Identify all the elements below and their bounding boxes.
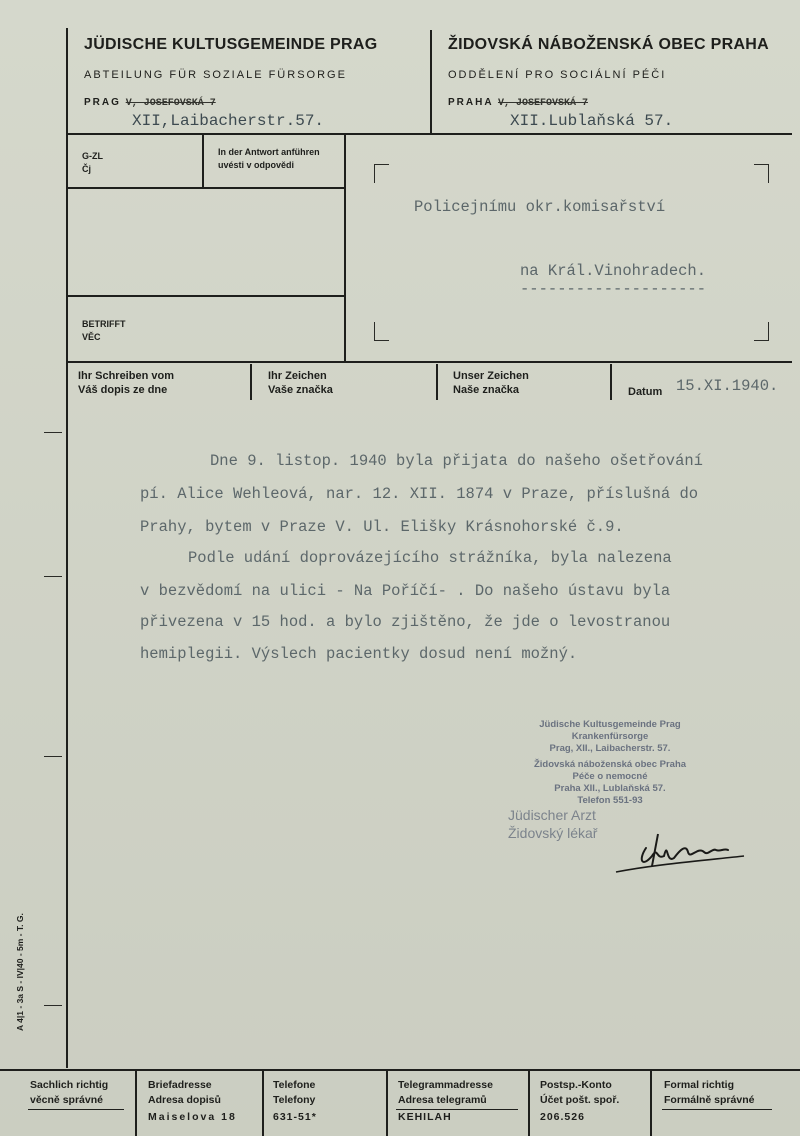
konto-cz: Účet pošt. spoř. [540,1094,620,1106]
footer-telefone [273,1078,317,1125]
stamp-line-2: Krankenfürsorge [571,731,649,742]
footer-div-5 [650,1070,652,1136]
footer-div-4 [528,1070,530,1136]
fold-tick-3 [44,756,62,757]
city-cz: PRAHA [448,97,494,108]
sachlich-rule [28,1109,124,1110]
body-line-1: Dne 9. listop. 1940 byla přijata do našeho ošetřování [210,452,703,470]
arzt-cz: Židovský lékař [508,825,598,841]
body-line-3: Prahy, bytem v Praze V. Ul. Elišky Krásnohorské č.9. [140,518,624,536]
body-line-7: hemiplegii. Výslech pacientky dosud není možný. [140,645,578,663]
city-de: PRAG [84,97,121,108]
new-address-cz: XII.Lublaňská 57. [510,112,674,130]
body-line-4: Podle udání doprovázejícího strážníka, byla nalezena [188,549,672,567]
tel-value: 631-51* [273,1111,317,1123]
cj-text: Čj [82,164,91,174]
footer-top-rule [0,1069,800,1071]
footer-div-2 [262,1070,264,1136]
footer-konto [540,1078,619,1125]
department-de: ABTEILUNG FÜR SOZIALE FÜRSORGE [84,69,347,81]
unser-zeichen-cz: Naše značka [453,384,520,396]
sachlich-de: Sachlich richtig [30,1079,109,1091]
footer-sachlich [30,1078,108,1108]
brief-value: Maiselova 18 [148,1111,237,1123]
brief-cz: Adresa dopisů [148,1094,221,1106]
signature [608,820,758,880]
datum-label: Datum [628,386,663,398]
unser-zeichen-de: Unser Zeichen [453,370,529,382]
ihr-schreiben-de: Ihr Schreiben vom [78,370,174,382]
konto-value: 206.526 [540,1111,585,1123]
tg-cz: Adresa telegramů [398,1094,487,1106]
ref-divider-3 [610,364,612,400]
antwort-de-text: In der Antwort anführen [218,147,320,157]
window-corner-br [754,322,769,341]
tg-de: Telegrammadresse [398,1079,493,1091]
org-name-de: JÜDISCHE KULTUSGEMEINDE PRAG [84,36,378,53]
header-bottom-rule [66,133,792,135]
recipient-line-1: Policejnímu okr.komisařství [414,198,666,216]
stamp-line-6: Praha XII., Lublaňská 57. [554,783,666,794]
footer-div-1 [135,1070,137,1136]
stamp-line-4: Židovská náboženská obec Praha [533,759,687,770]
footer-telegramm [398,1078,493,1125]
konto-de: Postsp.-Konto [540,1079,612,1091]
tel-de: Telefone [273,1079,316,1091]
window-corner-bl [374,322,389,341]
address-cz [448,97,588,109]
tg-value: KEHILAH [398,1111,452,1123]
margin-print-code: A 4|1 - 3a S - IV|40 - 5m - T. G. [15,913,25,1031]
header-left-rule [66,28,68,1068]
sachlich-cz: věcně správné [30,1094,103,1106]
stamp-line-7: Telefon 551-93 [577,795,643,806]
formal-rule [662,1109,772,1110]
address-de [84,97,216,109]
box-rule-2 [66,295,344,297]
new-address-de: XII,Laibacherstr.57. [132,112,325,130]
fold-tick-4 [44,1005,62,1006]
box-divider [202,134,204,188]
box-rule-3 [66,361,792,363]
antwort-label [218,146,320,172]
ref-divider-1 [250,364,252,400]
arzt-de: Jüdischer Arzt [508,807,596,823]
ihr-zeichen-label [268,369,333,397]
footer-formal [664,1078,754,1108]
old-address-de: V, JOSEFOVSKÁ 7 [125,98,216,109]
box-right-rule [344,134,346,362]
stamp-line-5: Péče o nemocné [572,771,648,782]
fold-tick-1 [44,432,62,433]
body-line-2: pí. Alice Wehleová, nar. 12. XII. 1874 v Praze, příslušná do [140,485,699,503]
header-center-rule [430,30,432,134]
ihr-zeichen-de: Ihr Zeichen [268,370,327,382]
org-name-cz: ŽIDOVSKÁ NÁBOŽENSKÁ OBEC PRAHA [448,36,770,53]
brief-de: Briefadresse [148,1079,212,1091]
tel-cz: Telefony [273,1094,316,1106]
vec-text: VĚC [82,332,101,342]
footer-div-3 [386,1070,388,1136]
betrifft-label [82,318,126,344]
window-corner-tl [374,164,389,183]
fold-tick-2 [44,576,62,577]
gzl-label [82,150,103,176]
organization-stamp [520,719,700,807]
stamp-line-3: Prag, XII., Laibacherstr. 57. [549,743,671,754]
body-line-6: přivezena v 15 hod. a bylo zjištěno, že jde o levostranou [140,613,671,631]
stamp-line-1: Jüdische Kultusgemeinde Prag [539,719,681,730]
ihr-schreiben-cz: Váš dopis ze dne [78,384,168,396]
unser-zeichen-label [453,369,529,397]
ihr-schreiben-label [78,369,174,397]
formal-de: Formal richtig [664,1079,735,1091]
formal-cz: Formálně správné [664,1094,755,1106]
telegramm-rule [396,1109,518,1110]
datum-value: 15.XI.1940. [676,377,779,395]
box-rule-1 [66,187,344,189]
recipient-line-2: na Král.Vinohradech. [520,262,707,280]
window-corner-tr [754,164,769,183]
old-address-cz: V, JOSEFOVSKÁ 7 [497,98,588,109]
arzt-stamp [508,806,597,842]
body-line-5: v bezvědomí na ulici - Na Poříčí- . Do našeho ústavu byla [140,582,671,600]
ref-divider-2 [436,364,438,400]
recipient-underline: -------------------- [520,280,707,298]
gzl-text: G-ZL [82,151,103,161]
antwort-cz-text: uvésti v odpovědi [218,160,295,170]
footer-briefadresse [148,1078,237,1125]
department-cz: ODDĚLENÍ PRO SOCIÁLNÍ PÉČI [448,69,667,81]
ihr-zeichen-cz: Vaše značka [268,384,333,396]
betrifft-text: BETRIFFT [82,319,126,329]
